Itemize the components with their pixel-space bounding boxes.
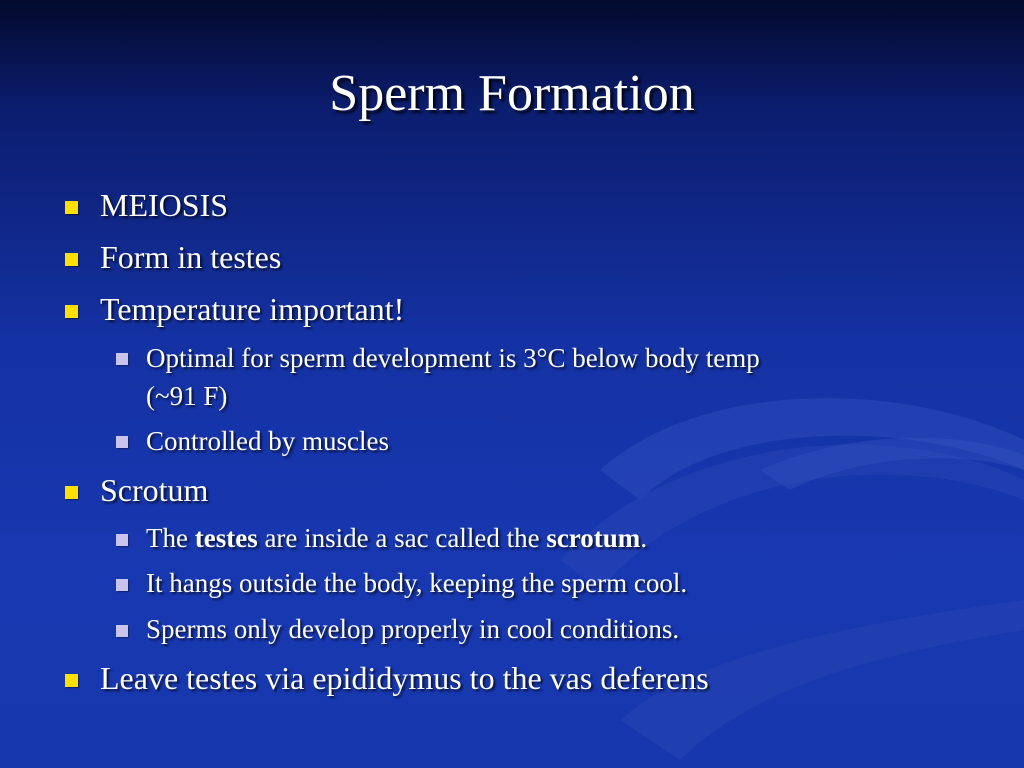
slide-title: Sperm Formation (329, 65, 695, 122)
sub-bullet-optimal-line2: (~91 F) (146, 381, 228, 411)
bullet-item-meiosis: MEIOSIS (100, 187, 229, 223)
sub-bullet-square-icon (116, 625, 128, 637)
sub-bullet-square-icon (116, 579, 128, 591)
sub-bullet-text-part: are inside a sac called the (257, 523, 547, 553)
bullet-square-icon (65, 674, 78, 687)
sub-bullet-bold-testes: testes (194, 523, 258, 553)
bullet-item-temperature: Temperature important! (100, 291, 405, 327)
sub-bullet-square-icon (116, 436, 128, 448)
sub-bullet-text-part: . (640, 523, 648, 553)
sub-bullet-optimal-line1: Optimal for sperm development is 3°C below body temp (146, 343, 760, 373)
sub-bullet-controlled-by-muscles: Controlled by muscles (146, 426, 389, 456)
bullet-square-icon (65, 305, 78, 318)
bullet-square-icon (65, 253, 78, 266)
sub-bullet-bold-scrotum: scrotum (546, 523, 641, 553)
sub-bullet-testes-inside-sac (146, 520, 647, 556)
bullet-item-scrotum: Scrotum (100, 472, 209, 508)
sub-bullet-text-part: The (146, 523, 195, 553)
bullet-square-icon (65, 201, 78, 214)
sub-bullet-cool-conditions: Sperms only develop properly in cool conditions. (146, 614, 680, 644)
sub-bullet-hangs-outside: It hangs outside the body, keeping the sperm cool. (146, 568, 688, 598)
bullet-square-icon (65, 486, 78, 499)
sub-bullet-square-icon (116, 534, 128, 546)
bullet-item-form-in-testes: Form in testes (100, 239, 282, 275)
bullet-item-leave-testes: Leave testes via epididymus to the vas deferens (100, 660, 709, 696)
sub-bullet-square-icon (116, 353, 128, 365)
